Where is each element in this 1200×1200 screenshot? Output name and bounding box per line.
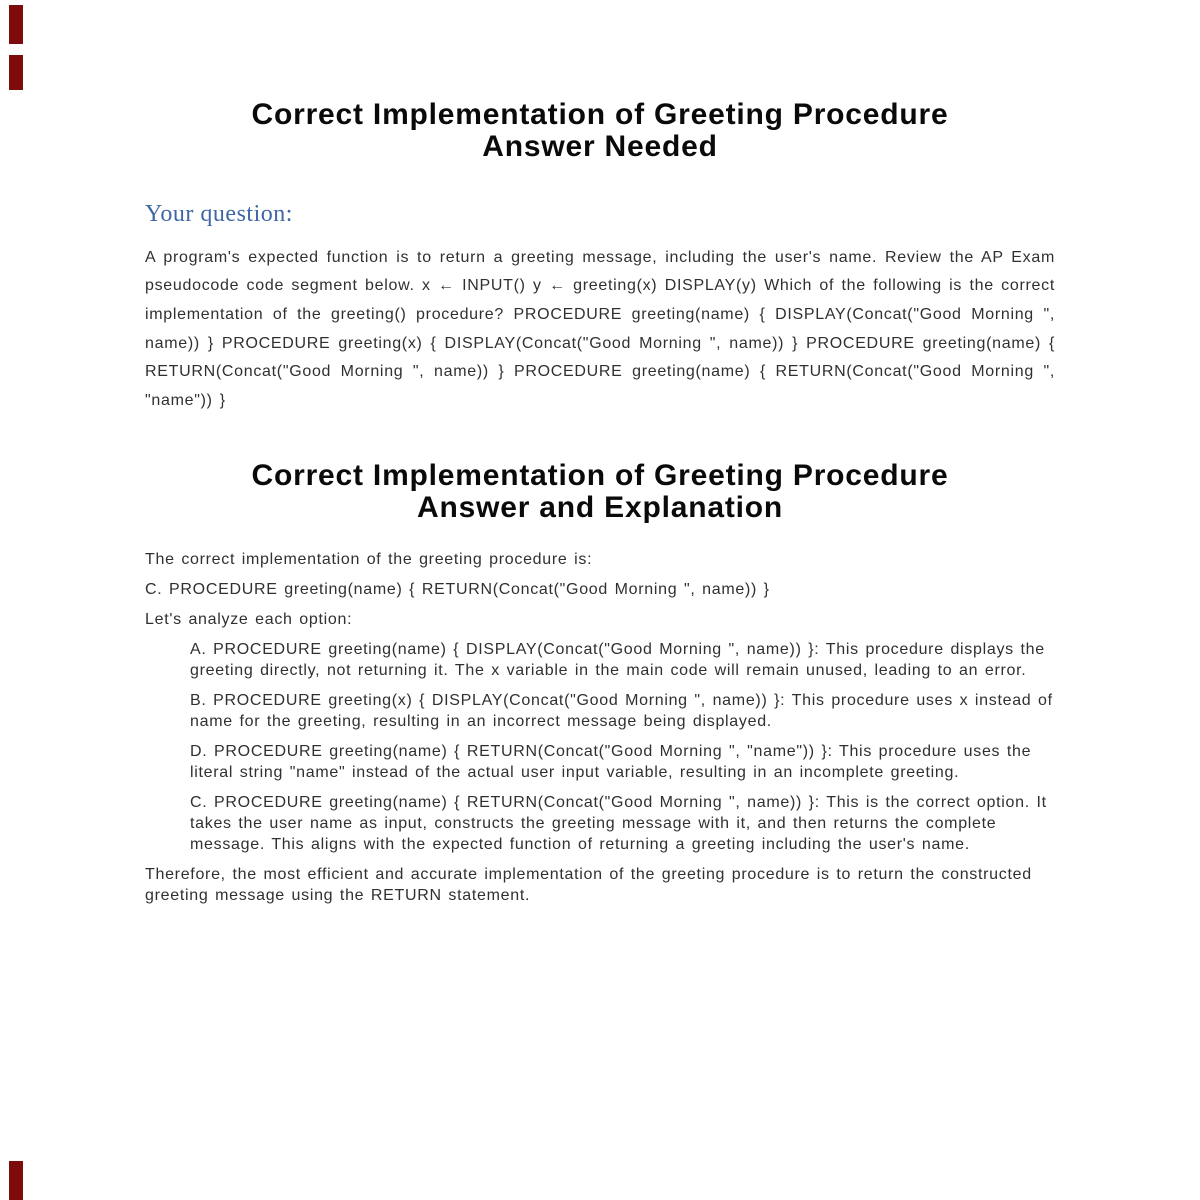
correct-answer-line: C. PROCEDURE greeting(name) { RETURN(Concat("Good Morning ", name)) } xyxy=(145,581,770,599)
your-question-label: Your question: xyxy=(145,200,293,227)
answer-body xyxy=(145,549,1055,906)
option-d-explanation: D. PROCEDURE greeting(name) { RETURN(Concat("Good Morning ", "name")) }: This procedure uses the literal string "name" instead of the actual user input variable, resulting in an incomplete greeting. xyxy=(190,743,1032,782)
page-edge-mark-top-1 xyxy=(9,5,23,44)
page-edge-mark-top-2 xyxy=(9,55,23,90)
question-title-line2: Answer Needed xyxy=(482,129,718,163)
options-list xyxy=(190,639,1055,855)
document-content xyxy=(145,0,1055,915)
answer-title xyxy=(145,460,1055,524)
answer-title-line1: Correct Implementation of Greeting Procedure xyxy=(251,458,949,492)
question-title-line1: Correct Implementation of Greeting Procedure xyxy=(251,98,949,131)
option-a-explanation: A. PROCEDURE greeting(name) { DISPLAY(Concat("Good Morning ", name)) }: This procedure displays the greeting directly, not returning it. The x variable in the main code will remain unused, leading to an error. xyxy=(190,641,1045,680)
page-edge-mark-bottom xyxy=(9,1161,23,1200)
question-text: A program's expected function is to return a greeting message, including the user's name. Review the AP Exam pseudocode code segment below. x ← INPUT() y ← greeting(x) DISPLAY(y) Which of the following is the correct implementation of the greeting() procedure? PROCEDURE greeting(name) { DISPLAY(Concat("Good Morning ", name)) } PROCEDURE greeting(x) { DISPLAY(Concat("Good Morning ", name)) } PROCEDURE greeting(name) { RETURN(Concat("Good Morning ", name)) } PROCEDURE greeting(name) { RETURN(Concat("Good Morning ", "name")) } xyxy=(145,248,1055,410)
analyze-prompt: Let's analyze each option: xyxy=(145,611,353,629)
answer-intro: The correct implementation of the greeting procedure is: xyxy=(145,551,593,569)
option-b-explanation: B. PROCEDURE greeting(x) { DISPLAY(Concat("Good Morning ", name)) }: This procedure uses x instead of name for the greeting, resulting in an incorrect message being displayed. xyxy=(190,692,1053,731)
question-title xyxy=(145,99,1055,163)
conclusion-text: Therefore, the most efficient and accurate implementation of the greeting procedure is to return the constructed greeting message using the RETURN statement. xyxy=(145,866,1032,905)
option-c-explanation: C. PROCEDURE greeting(name) { RETURN(Concat("Good Morning ", name)) }: This is the correct option. It takes the user name as input, constructs the greeting message with it, and then returns the complete message. This aligns with the expected function of returning a greeting including the user's name. xyxy=(190,794,1047,854)
answer-title-line2: Answer and Explanation xyxy=(417,490,783,524)
